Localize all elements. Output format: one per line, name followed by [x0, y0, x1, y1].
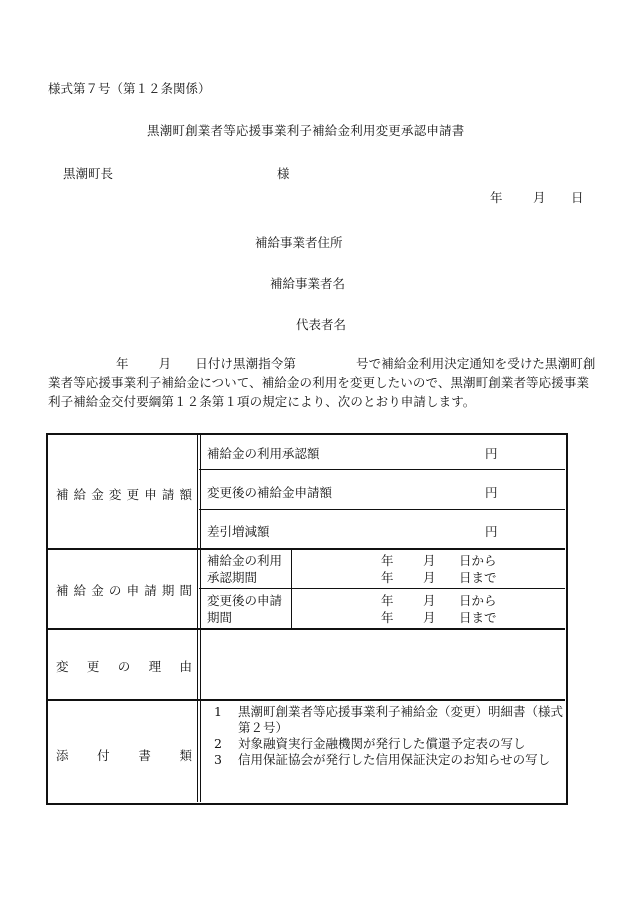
reason-header: 変 更 の 理 由: [56, 659, 192, 674]
form-number: 様式第７号（第１２条関係）: [48, 81, 211, 96]
difference-unit: 円: [485, 524, 498, 539]
applicant-name-label: 補給事業者名: [270, 276, 346, 291]
date-day: 日: [571, 190, 584, 205]
body-month: 月: [158, 356, 172, 371]
revised-from-year: 年: [381, 593, 394, 608]
body-day-ref: 日付け黒潮指令第: [195, 356, 297, 371]
revised-amount-label: 変更後の補給金申請額: [207, 485, 333, 500]
applicant-address-label: 補給事業者住所: [255, 235, 343, 250]
approved-to-day: 日まで: [459, 570, 497, 585]
attachments-list: [206, 704, 566, 768]
addressee-name: 黒潮町長: [63, 166, 114, 181]
application-form-table: [46, 433, 568, 805]
revised-to-month: 月: [423, 610, 436, 625]
revised-period-label-1: 変更後の申請: [207, 593, 283, 608]
section-divider: [48, 548, 565, 550]
document-title: 黒潮町創業者等応援事業利子補給金利用変更承認申請書: [147, 123, 465, 138]
approved-from-month: 月: [423, 553, 436, 568]
revised-to-year: 年: [381, 610, 394, 625]
approved-period-label-2: 承認期間: [207, 570, 258, 585]
representative-label: 代表者名: [296, 317, 347, 332]
attachment-item: 1 黒潮町創業者等応援事業利子補給金（変更）明細書（様式第２号）: [214, 704, 564, 735]
approved-amount-label: 補給金の利用承認額: [207, 446, 320, 461]
approved-from-day: 日から: [459, 553, 497, 568]
section-divider: [48, 628, 565, 630]
reason-field[interactable]: [201, 633, 563, 695]
addressee-honorific: 様: [277, 166, 290, 181]
revised-to-day: 日まで: [459, 610, 497, 625]
revised-from-month: 月: [423, 593, 436, 608]
revised-period-label-2: 期間: [207, 610, 233, 625]
revised-from-day: 日から: [459, 593, 497, 608]
attachments-header: 添 付 書 類: [56, 748, 192, 763]
approved-from-year: 年: [381, 553, 394, 568]
body-year: 年: [116, 356, 129, 371]
application-body: [48, 354, 596, 411]
approved-to-month: 月: [423, 570, 436, 585]
approved-period-label-1: 補給金の利用: [207, 553, 283, 568]
date-month: 月: [533, 190, 546, 205]
difference-label: 差引増減額: [207, 524, 270, 539]
revised-amount-unit: 円: [485, 485, 498, 500]
amount-header: 補 給 金 変 更 申 請 額: [56, 487, 192, 502]
section-divider: [48, 699, 565, 701]
attachment-item: 3 信用保証協会が発行した信用保証決定のお知らせの写し: [214, 752, 551, 767]
date-year: 年: [490, 190, 503, 205]
attachment-item: 2 対象融資実行金融機関が発行した償還予定表の写し: [214, 736, 526, 751]
approved-amount-unit: 円: [485, 446, 498, 461]
row-divider: [199, 588, 565, 589]
period-header: 補 給 金 の 申 請 期 間: [56, 583, 192, 598]
row-divider: [199, 469, 565, 470]
body-text: 号で補給金利用決定通知を受けた黒潮町創業者等応援事業利子補給金について、補給金の利用を変更したいので、黒潮町創業者等応援事業利子補給金交付要綱第１２条第１項の規定により、次のとおり申請します。: [48, 356, 596, 409]
header-column-divider: [197, 435, 201, 802]
approved-to-year: 年: [381, 570, 394, 585]
row-divider: [199, 509, 565, 510]
period-label-divider: [291, 549, 292, 629]
